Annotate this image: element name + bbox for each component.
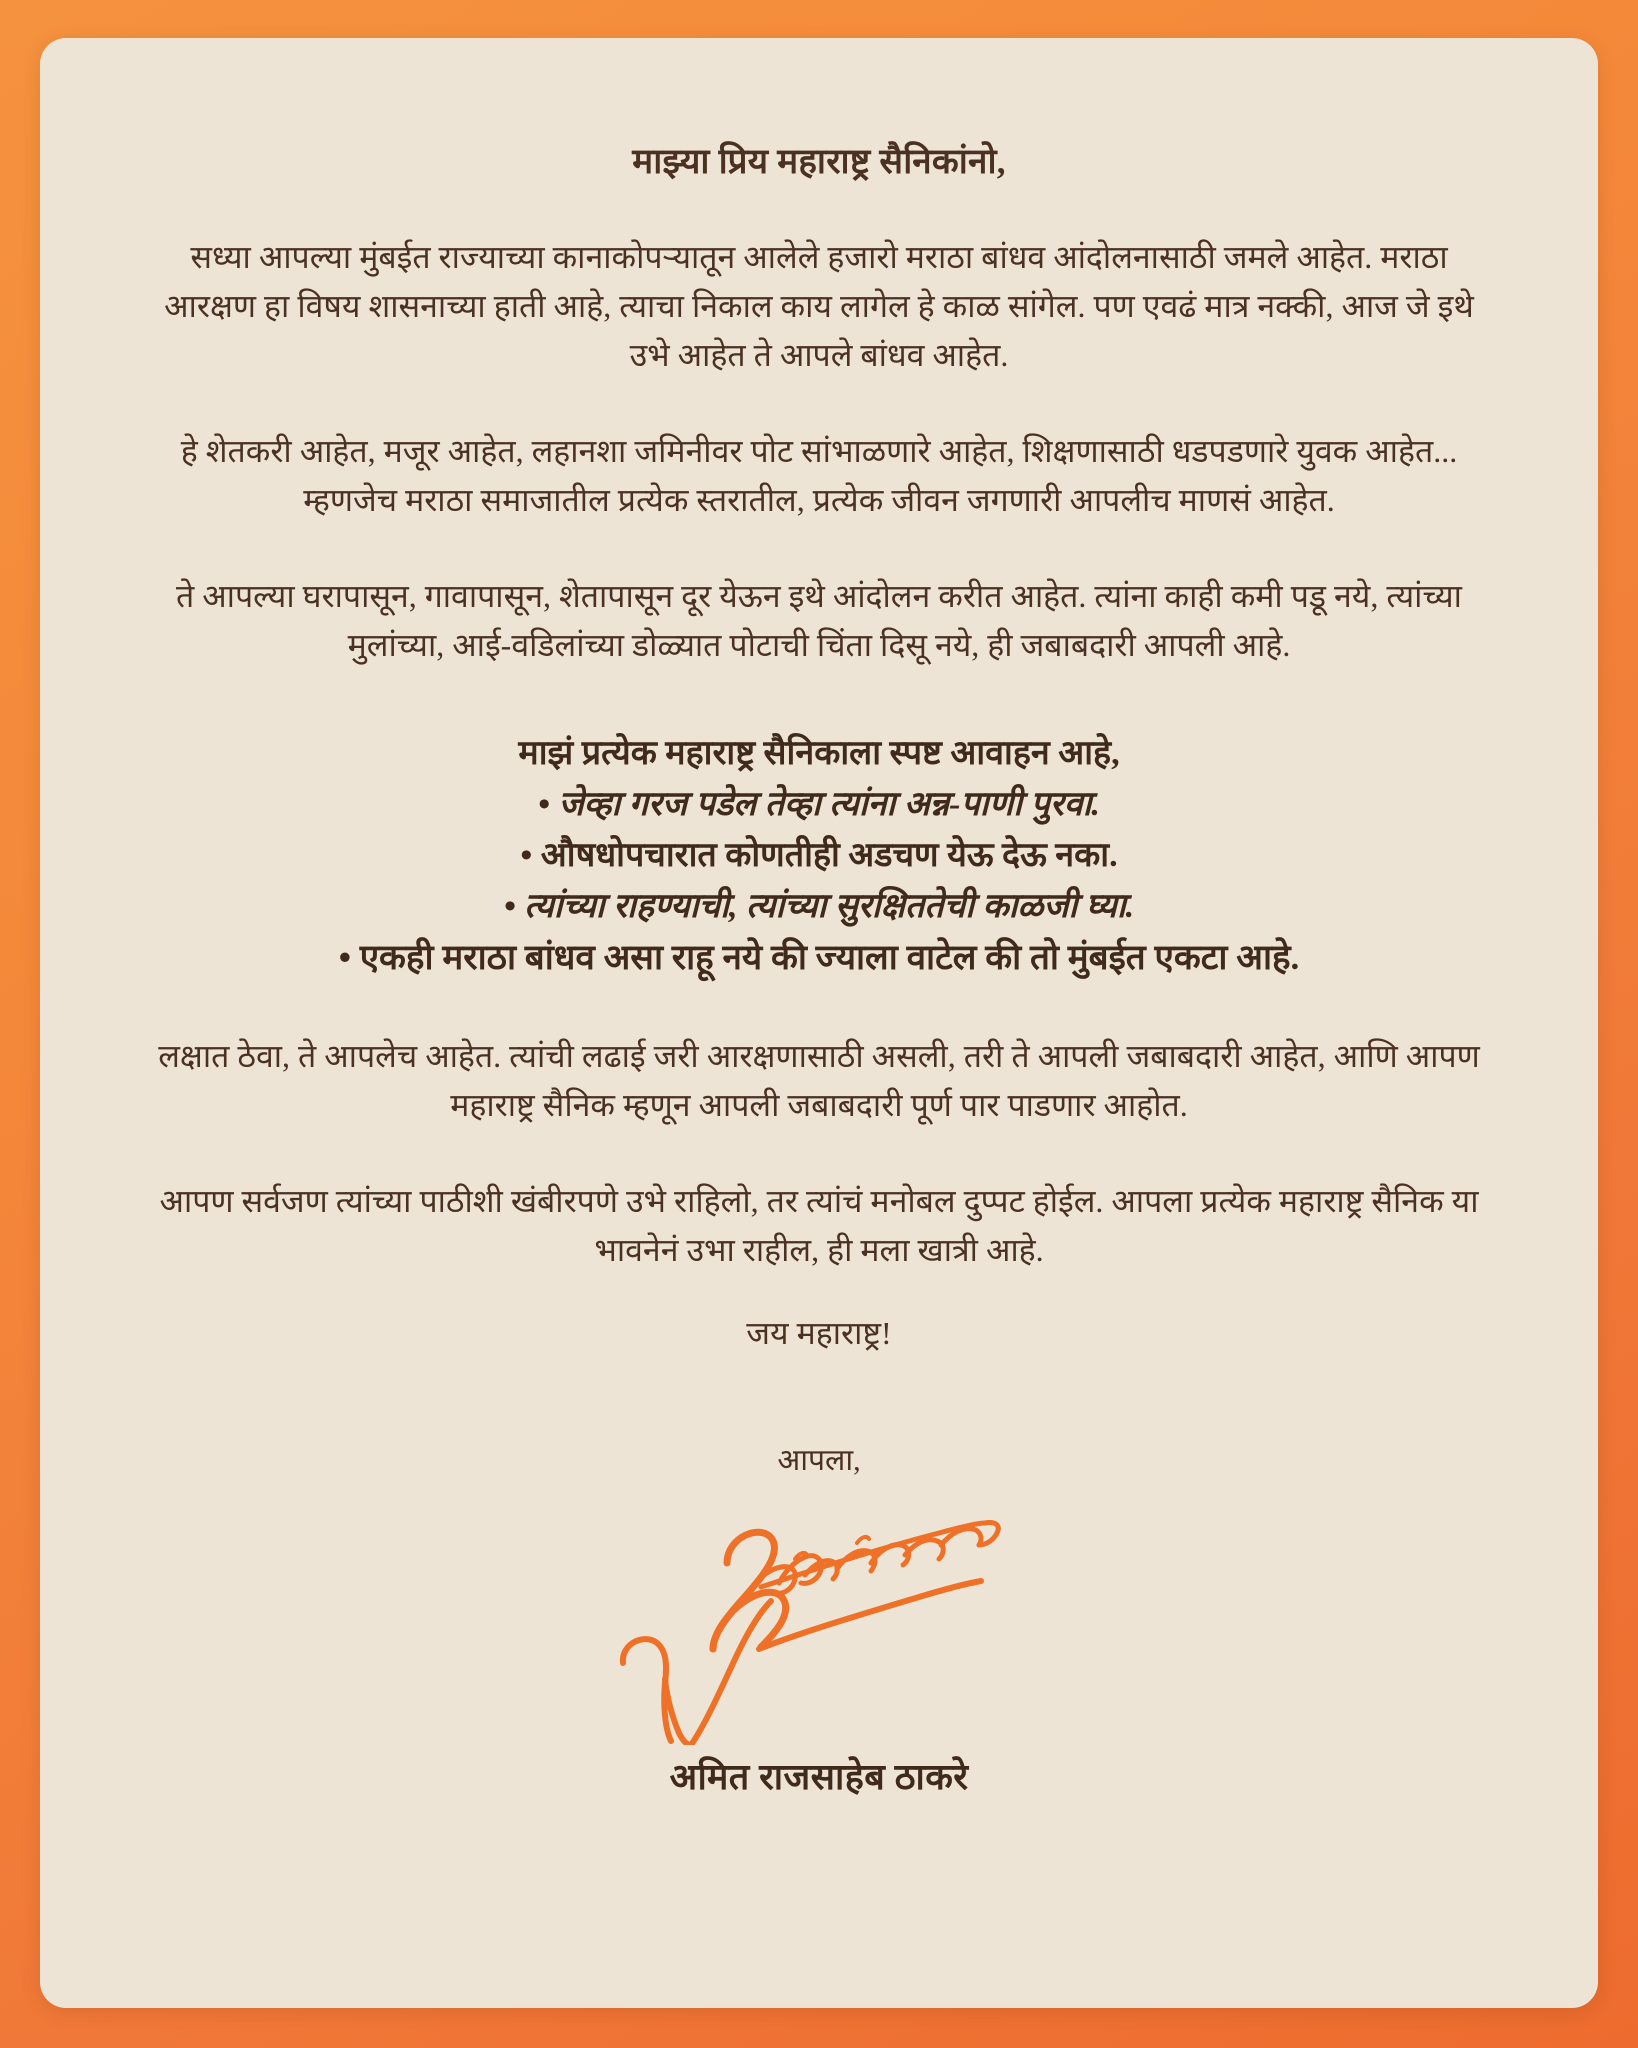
signature [136, 1483, 1502, 1745]
call-bullet-2: • औषधोपचारात कोणतीही अडचण येऊ देऊ नका. [520, 836, 1118, 874]
call-bullet-4: • एकही मराठा बांधव असा राहू नये की ज्याला वाटेल की तो मुंबईत एकटा आहे. [338, 937, 1300, 977]
call-to-action-block [136, 728, 1502, 985]
signature-icon [609, 1483, 1029, 1745]
slogan: जय महाराष्ट्र! [746, 1314, 892, 1351]
closing-line: आपला, [777, 1443, 861, 1477]
paragraph-2: हे शेतकरी आहेत, मजूर आहेत, लहानशा जमिनीवर पोट सांभाळणारे आहेत, शिक्षणासाठी धडपडणारे युवक आहेत... म्हणजेच मराठा समाजातील प्रत्येक स्तरातील, प्रत्येक जीवन जगणारी आपलीच माणसं आहेत. [180, 433, 1458, 518]
letter-body [136, 138, 1502, 1800]
call-heading: माझं प्रत्येक महाराष्ट्र सैनिकाला स्पष्ट आवाहन आहे, [518, 734, 1120, 772]
paragraph-3: ते आपल्या घरापासून, गावापासून, शेतापासून दूर येऊन इथे आंदोलन करीत आहेत. त्यांना काही कमी पडू नये, त्यांच्या मुलांच्या, आई-वडिलांच्या डोळ्यात पोटाची चिंता दिसू नये, ही जबाबदारी आपली आहे. [176, 578, 1462, 663]
paragraph-4: लक्षात ठेवा, ते आपलेच आहेत. त्यांची लढाई जरी आरक्षणासाठी असली, तरी ते आपली जबाबदारी आहेत, आणि आपण महाराष्ट्र सैनिक म्हणून आपली जबाबदारी पूर्ण पार पाडणार आहोत. [158, 1038, 1480, 1123]
author-name: अमित राजसाहेब ठाकरे [669, 1756, 969, 1797]
call-bullet-3: • त्यांच्या राहण्याची, त्यांच्या सुरक्षिततेची काळजी घ्या. [503, 887, 1135, 925]
paragraph-5: आपण सर्वजण त्यांच्या पाठीशी खंबीरपणे उभे राहिलो, तर त्यांचं मनोबल दुप्पट होईल. आपला प्रत्येक महाराष्ट्र सैनिक या भावनेनं उभा राहील, ही मला खात्री आहे. [159, 1183, 1479, 1268]
call-bullet-1: • जेव्हा गरज पडेल तेव्हा त्यांना अन्न-पाणी पुरवा. [538, 785, 1100, 823]
letter-card [40, 38, 1598, 2008]
salutation: माझ्या प्रिय महाराष्ट्र सैनिकांनो, [632, 142, 1006, 181]
paragraph-1: सध्या आपल्या मुंबईत राज्याच्या कानाकोपऱ्यातून आलेले हजारो मराठा बांधव आंदोलनासाठी जमले आहेत. मराठा आरक्षण हा विषय शासनाच्या हाती आहे, त्याचा निकाल काय लागेल हे काळ सांगेल. पण एवढं मात्र नक्की, आज जे इथे उभे आहेत ते आपले बांधव आहेत. [164, 239, 1474, 373]
